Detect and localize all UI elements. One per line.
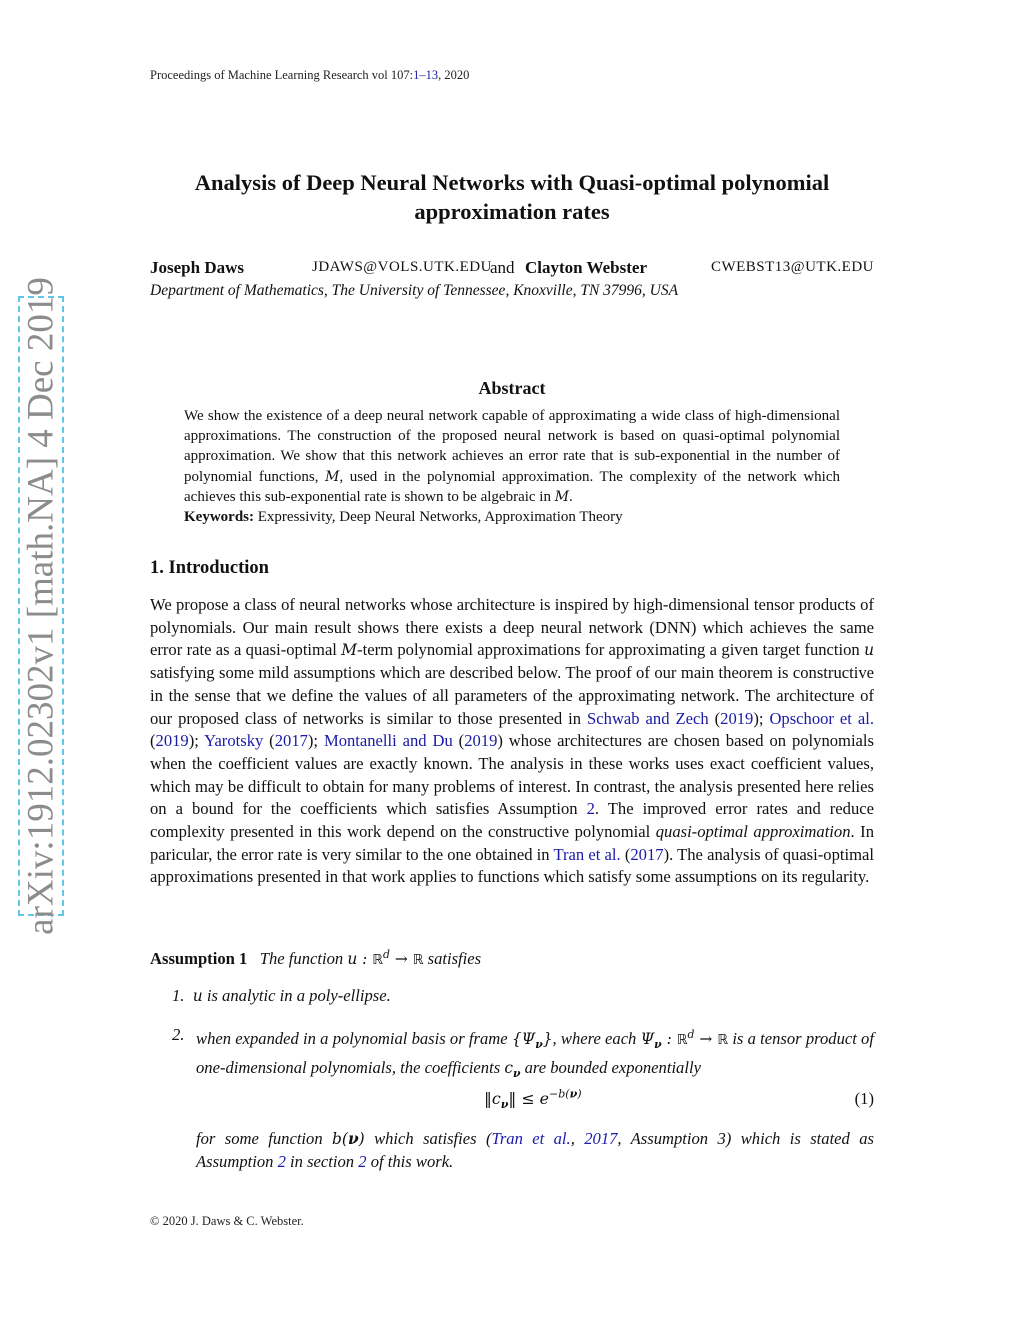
author-line <box>150 258 874 280</box>
math-u: u <box>347 950 358 969</box>
citation-year-link[interactable]: 2017 <box>630 844 664 864</box>
paper-title <box>150 168 874 226</box>
intro-text: satisfying some mild assumptions which are described below. The proof of our main theorem is constructive in the sense that we define the values of all parameters of the approximating network. The architecture of our proposed class of networks is similar to those presented in <box>150 663 874 728</box>
section-heading-introduction: 1. Introduction <box>150 558 269 578</box>
math-M: M <box>325 468 340 485</box>
abstract-text-2: , used in the polynomial approximation. The complexity of the network which achieves this sub-exponential rate is shown to be algebraic in <box>184 468 841 505</box>
assumption-item-1 <box>172 986 391 1006</box>
citation-link[interactable]: Montanelli and Du <box>323 731 453 751</box>
item-number: 1. <box>172 986 185 1005</box>
citation-link[interactable]: Tran et al. <box>491 1129 571 1148</box>
running-header <box>150 68 469 83</box>
year-label: , 2020 <box>438 68 470 82</box>
math-basis-set: $\{\Psi_\nu\}$ <box>511 1030 553 1052</box>
abstract-heading: Abstract <box>478 378 546 398</box>
intro-text: ). The analysis of quasi-optimal approximations presented in that work applies to functions which satisfy some assumptions on its regularity. <box>150 844 874 887</box>
assumption-item-2-continuation: for some function b(ν) which satisfies (Tran et al., 2017, Assumption 3) which is stated as Assumption 2 in section 2 of this work. <box>196 1129 874 1171</box>
math-u: u <box>864 641 875 660</box>
keywords-label: Keywords: <box>184 509 254 525</box>
title-line-1: Analysis of Deep Neural Networks with Quasi-optimal polynomial <box>194 170 830 195</box>
assumption-1-statement <box>150 948 874 969</box>
author-2-name: Clayton Webster <box>525 258 647 277</box>
item-text-part: when expanded in a polynomial basis or frame <box>196 1029 512 1049</box>
item-text-part: in section <box>285 1151 359 1171</box>
item-text-part: , where each <box>552 1029 641 1049</box>
emphasis-text: quasi-optimal approximation <box>655 822 851 842</box>
math-M: M <box>554 488 570 505</box>
math-coefficient: $c_\nu$ <box>504 1058 521 1080</box>
citation-link[interactable]: Schwab and Zech <box>587 708 709 728</box>
section-ref-link[interactable]: 2 <box>358 1151 367 1171</box>
equation-body: $‖c_\nu‖ \le e^{-b(\nu)}$ <box>484 1088 582 1112</box>
item-text-part: are bounded exponentially <box>520 1057 701 1077</box>
abstract-body <box>184 406 840 507</box>
arxiv-identifier: arXiv:1912.02302v1 [math.NA] 4 Dec 2019 <box>20 277 62 935</box>
citation-year-link[interactable]: 2019 <box>155 731 189 751</box>
authors-and: and <box>490 258 515 277</box>
intro-text: We propose a class of neural networks whose architecture is inspired by high-dimensional tensor products of polynomials. Our main result shows there exists a deep neural network (DNN) which achieves the same error rate as a quasi-optimal <box>150 595 874 660</box>
assumption-text: The function <box>259 949 348 969</box>
item-text <box>196 1024 874 1086</box>
item-text-part: , Assumption 3) which is stated as Assumption <box>196 1129 874 1171</box>
assumption-ref-link[interactable]: 2 <box>586 799 595 819</box>
citation-year-link[interactable]: 2017 <box>584 1129 618 1148</box>
introduction-paragraph: We propose a class of neural networks whose architecture is inspired by high-dimensional tensor products of polynomials. Our main result shows there exists a deep neural network (DNN) which achieves the same error rate as a quasi-optimal M-term polynomial approximations for approximating a given target function u satisfying some mild assumptions which are described below. The proof of our main theorem is constructive in the sense that we define the values of all parameters of the approximating network. The architecture of our proposed class of networks is similar to those presented in Schwab and Zech (2019); Opschoor et al. (2019); Yarotsky (2017); Montanelli and Du (2019) whose architectures are chosen based on polynomials when the coefficient values are exactly known. The analysis in these works uses exact coefficient values, which may be difficult to obtain for many problems of interest. In contrast, the analysis presented here relies on a bound for the coefficients which satisfies Assumption 2. The improved error rates and reduce complexity presented in this work depend on the constructive polynomial quasi-optimal approximation. In paricular, the error rate is very similar to the one obtained in Tran et al. (2017). The analysis of quasi-optimal approximations presented in that work applies to functions which satisfy some assumptions on its regularity. <box>150 595 875 887</box>
citation-year-link[interactable]: 2017 <box>274 731 308 751</box>
item-text: is analytic in a poly-ellipse. <box>202 986 391 1005</box>
equation-1 <box>484 1088 582 1111</box>
math-b-nu: b(ν) <box>332 1130 365 1148</box>
intro-text: . The improved error rates and reduce complexity presented in this work depend on the constructive polynomial <box>150 799 874 842</box>
author-1-email: JDAWS@VOLS.UTK.EDU <box>312 259 492 275</box>
item-text-part: of this work. <box>366 1151 454 1171</box>
copyright-text: 2020 J. Daws & C. Webster. <box>159 1214 304 1228</box>
pages-link[interactable]: 1–13 <box>413 68 439 82</box>
item-text-part: which satisfies ( <box>364 1129 492 1148</box>
citation-year-link[interactable]: 2019 <box>464 731 498 751</box>
assumption-item-2 <box>172 1024 874 1086</box>
item-number: 2. <box>172 1025 185 1044</box>
affiliation: Department of Mathematics, The University of Tennessee, Knoxville, TN 37996, USA <box>150 282 679 299</box>
citation-link[interactable]: Yarotsky <box>204 731 264 751</box>
abstract-text-1: We show the existence of a deep neural network capable of approximating a wide class of high-dimensional approximations. The construction of the proposed neural network is based on quasi-optimal polynomial approximation. We show that this network achieves an error rate that is sub-exponential in the number of polynomial functions, <box>184 408 840 485</box>
author-2-email: CWEBST13@UTK.EDU <box>710 259 874 275</box>
item-text-part: is a tensor product of one-dimensional polynomials, the coefficients <box>196 1029 874 1077</box>
equation-number: (1) <box>854 1089 874 1108</box>
citation-year-link[interactable]: 2019 <box>720 708 754 728</box>
math-M: M <box>341 641 358 660</box>
keywords <box>184 509 623 526</box>
copyright-icon: © <box>150 1214 160 1228</box>
item-text-part: for some function <box>196 1129 333 1148</box>
math-u: u <box>192 987 203 1005</box>
intro-text: ) whose architectures are chosen based on polynomials when the coefficient values are exactly known. The analysis in these works uses exact coefficient values, which may be difficult to obtain for many problems of interest. In contrast, the analysis presented here relies on a bound for the coefficients which satisfies Assumption <box>150 731 874 819</box>
math-map-expression: : ℝ$^d$ → ℝ <box>357 948 424 969</box>
assumption-label: Assumption 1 <box>150 949 248 969</box>
assumption-text: satisfies <box>423 949 482 969</box>
intro-text: -term polynomial approximations for approximating a given target function <box>357 640 865 660</box>
keywords-list: Expressivity, Deep Neural Networks, Approximation Theory <box>254 509 623 525</box>
title-line-2: approximation rates <box>414 199 610 224</box>
assumption-ref-link[interactable]: 2 <box>277 1151 286 1171</box>
citation-link[interactable]: Opschoor et al. <box>769 708 874 728</box>
abstract-text-end: . <box>569 488 573 505</box>
copyright-notice <box>150 1214 304 1229</box>
intro-text: . In paricular, the error rate is very similar to the one obtained in <box>150 822 874 864</box>
arxiv-stamp[interactable] <box>18 277 64 935</box>
citation-link[interactable]: Tran et al. <box>553 844 621 864</box>
math-basis-map: $\Psi_\nu$ : ℝ$^d$ → ℝ <box>640 1028 729 1052</box>
author-1-name: Joseph Daws <box>150 258 244 277</box>
proceedings-label: Proceedings of Machine Learning Research vol 107: <box>150 68 414 82</box>
